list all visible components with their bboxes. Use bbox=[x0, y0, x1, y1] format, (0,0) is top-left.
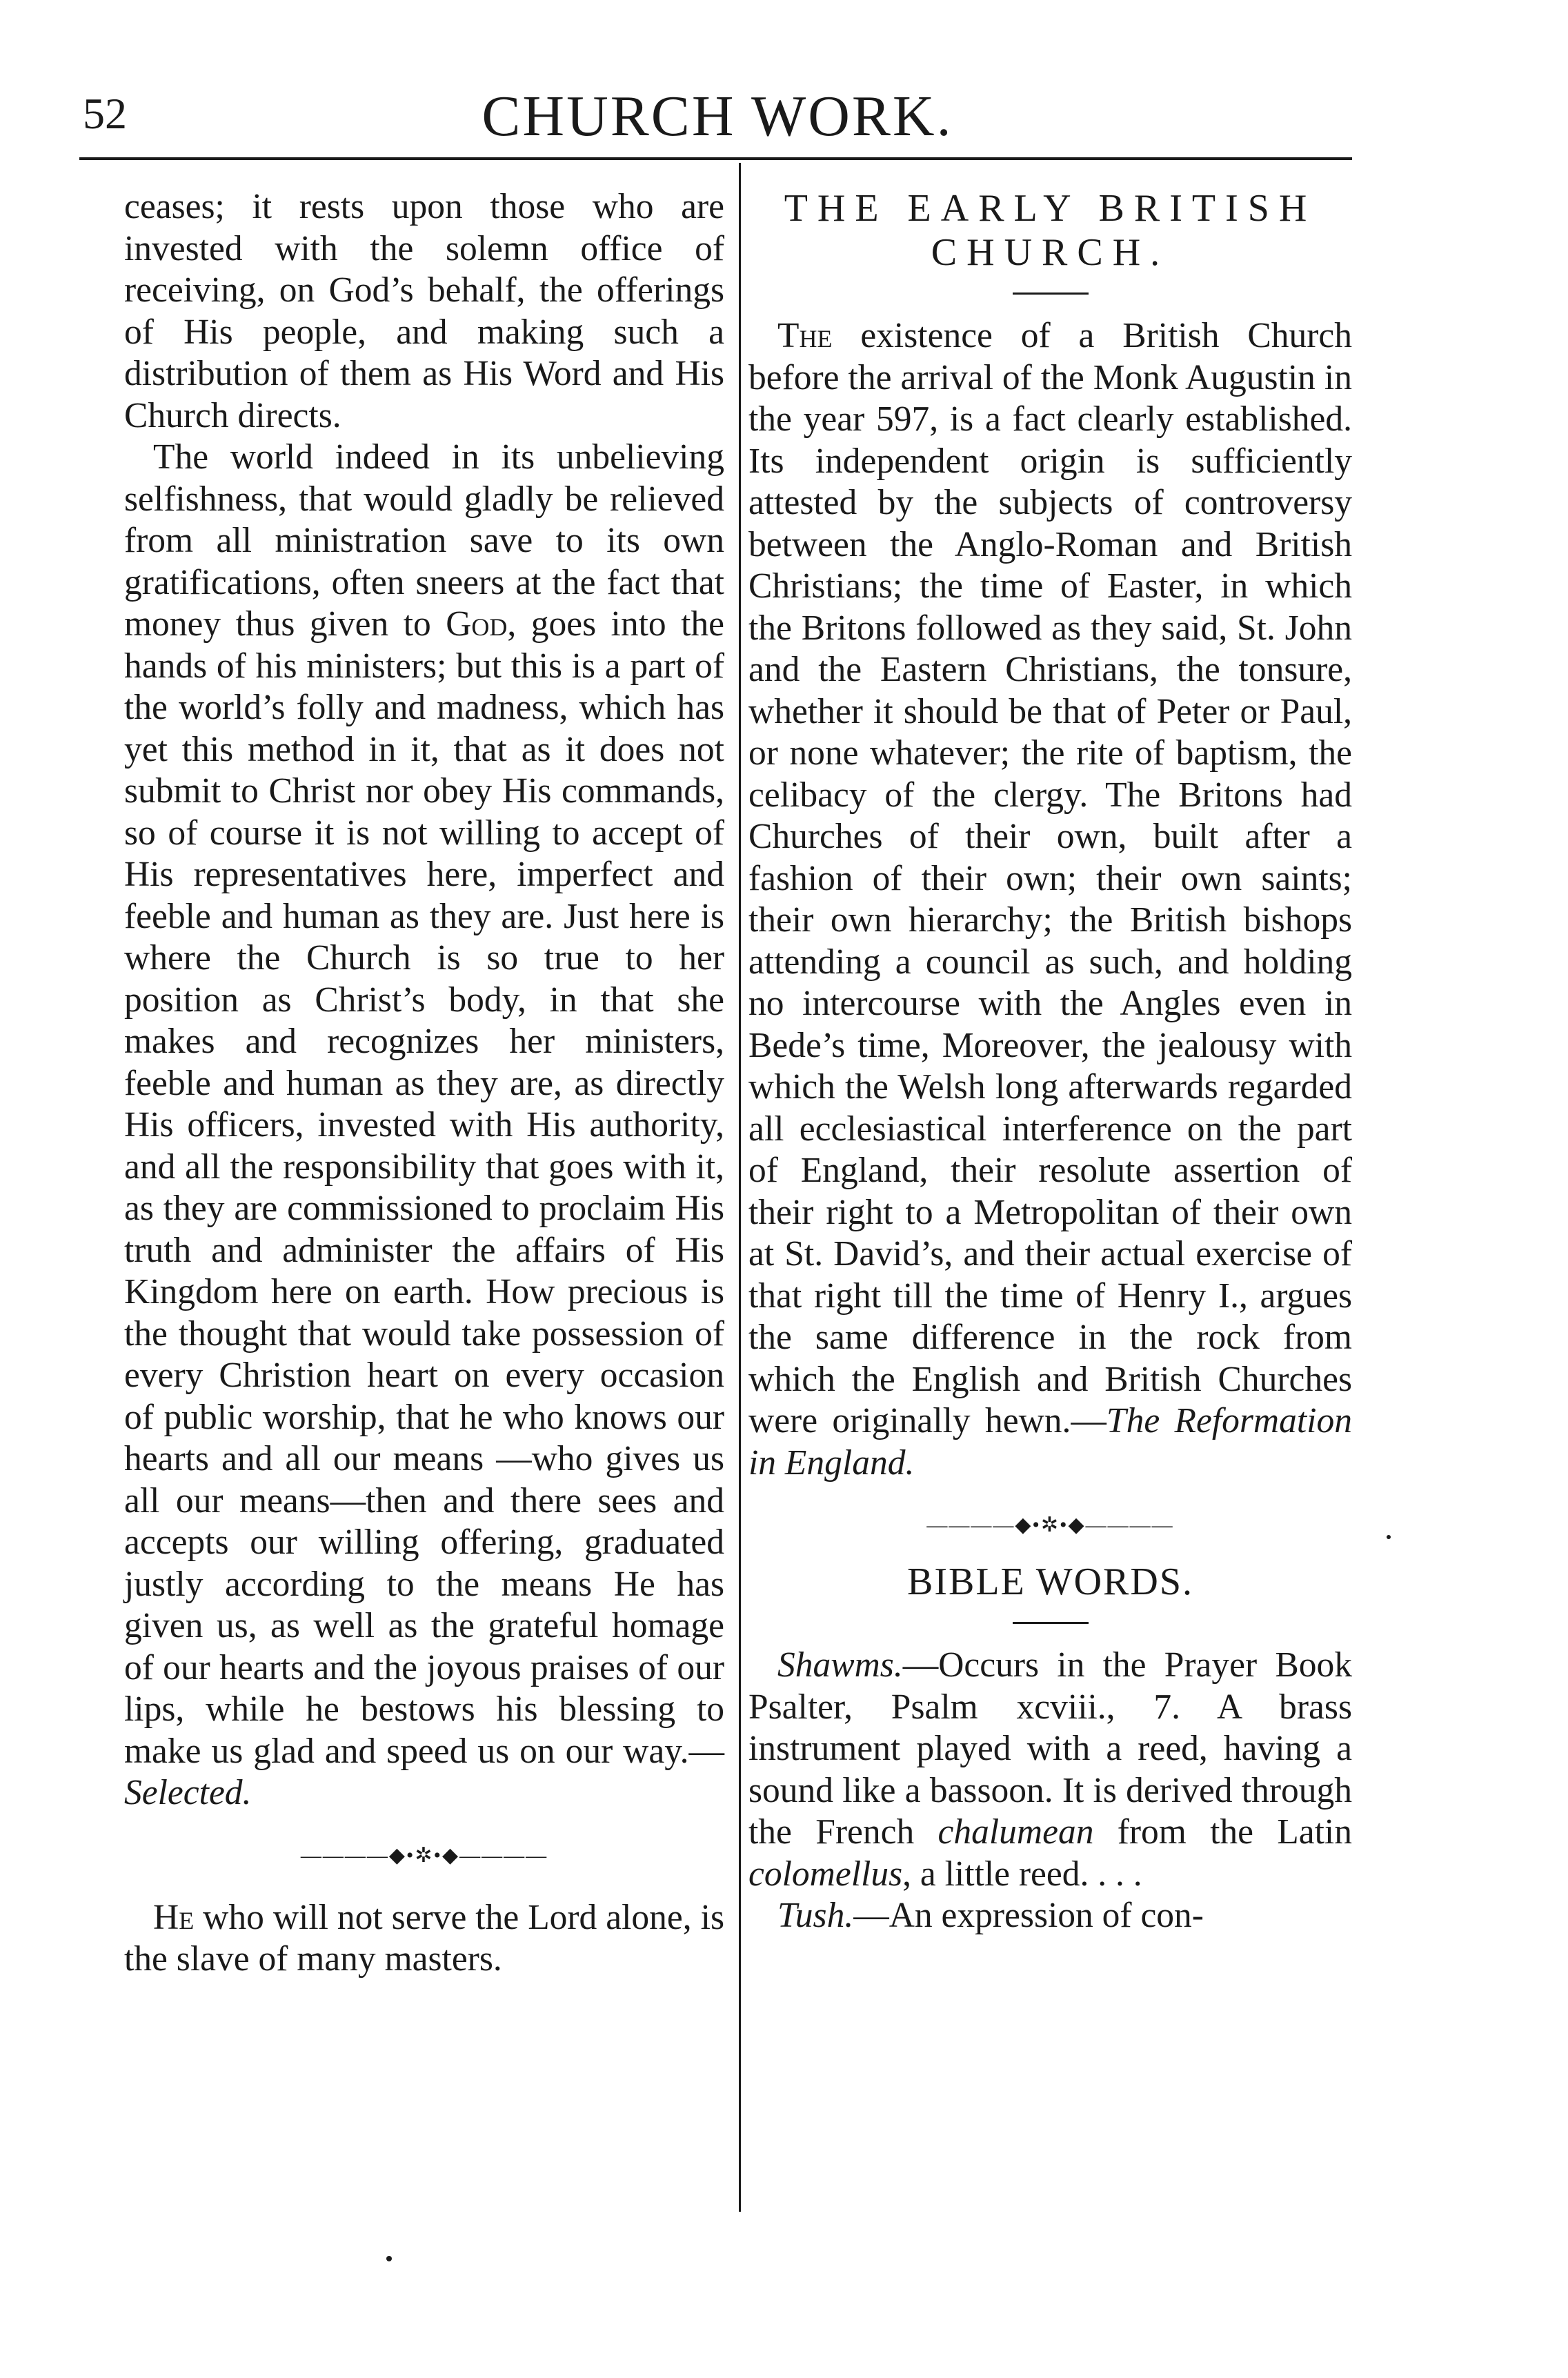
ink-speck bbox=[1387, 1535, 1391, 1539]
short-rule bbox=[1013, 1622, 1089, 1624]
article-title: THE EARLY BRITISH CHURCH. bbox=[784, 187, 1317, 274]
article-first-word: The bbox=[777, 316, 833, 355]
ink-speck bbox=[386, 2256, 392, 2261]
ornament-divider: ————◆•✲•◆———— bbox=[926, 1514, 1174, 1536]
early-british-church-paragraph: The existence of a British Church before the arrival of the Monk Augustin in the year 597, is a fact clearly established. Its independent origin is sufficiently attested by the subjects of controversy between the Anglo-Roman and British Christians; the time of Easter, in which the Britons followed as they said, St. John and the Eastern Christians, the tonsure, whether it should be that of Peter or Paul, or none whatever; the rite of baptism, the celibacy of the clergy. The Britons had Churches of their own, built after a fashion of their own; their own saints; their own hierarchy; the British bishops attending a council as such, and holding no intercourse with the Angles even in Bede’s time, Moreover, the jealousy with which the Welsh long afterwards regarded all ecclesiastical interference on the part of England, their resolute assertion of their right to a Metropolitan of their own at St. David’s, and their actual exercise of that right till the time of Henry I., argues the same difference in the rock from which the English and British Churches were originally hewn.—The Reformation in England. bbox=[748, 316, 1352, 1483]
proverb-first-word: He bbox=[153, 1897, 195, 1937]
running-title: CHURCH WORK. bbox=[482, 84, 953, 148]
proverb-paragraph: He who will not serve the Lord alone, is the slave of many masters. bbox=[124, 1897, 724, 1979]
left-column bbox=[124, 186, 724, 1981]
entry-term: Shawms. bbox=[777, 1645, 903, 1685]
tush-entry: Tush.—An expression of con- bbox=[777, 1896, 1204, 1935]
god-small-caps: God bbox=[446, 604, 508, 644]
shawms-entry: Shawms.—Occurs in the Prayer Book Psalter, Psalm xcviii., 7. A brass instrument played with a reed, having a sound like a bassoon. It is derived through the French chalumean from the Latin colomellus, a little reed. . . . bbox=[748, 1645, 1352, 1894]
header-rule bbox=[79, 157, 1352, 160]
ministers-paragraph: The world indeed in its unbelieving selfishness, that would gladly be relieved from all ministration save to its own gratifications, often sneers at the fact that money thus given to God, goes into the hands of his ministers; but this is a part of the world’s folly and madness, which has yet this method in it, that as it does not submit to Christ nor obey His commands, so of course it is not willing to accept of His representatives here, imperfect and feeble and human as they are. Just here is where the Church is so true to her position as Christ’s body, in that she makes and recognizes her ministers, feeble and human as they are, as directly His officers, invested with His authority, and all the responsibility that goes with it, as they are commissioned to proclaim His truth and administer the affairs of His Kingdom here on earth. How precious is the thought that would take possession of every Christion heart on every occasion of public worship, that he who knows our hearts and all our means —who gives us all our means—then and there sees and accepts our willing offering, graduated justly according to the means He has given us, as well as the grateful homage of our hearts and the joyous praises of our lips, while he bestows his blessing to make us glad and speed us on our way.—Selected. bbox=[124, 437, 724, 1812]
offerings-paragraph-continued: ceases; it rests upon those who are invested with the solemn office of receiving, on God’s behalf, the offerings of His people, and making such a distribution of them as His Word and His Church directs. bbox=[124, 187, 724, 435]
short-rule bbox=[1013, 293, 1089, 295]
source-attribution: Selected. bbox=[124, 1773, 252, 1812]
column-divider bbox=[739, 163, 741, 2212]
right-column bbox=[748, 186, 1352, 1937]
entry-term: Tush. bbox=[777, 1896, 854, 1935]
page-header bbox=[83, 69, 1352, 152]
article-source: The Reformation in England. bbox=[748, 1401, 1352, 1483]
ornament-divider: ————◆•✲•◆———— bbox=[300, 1843, 548, 1867]
page-number: 52 bbox=[83, 89, 127, 138]
bible-words-heading: BIBLE WORDS. bbox=[907, 1560, 1193, 1603]
